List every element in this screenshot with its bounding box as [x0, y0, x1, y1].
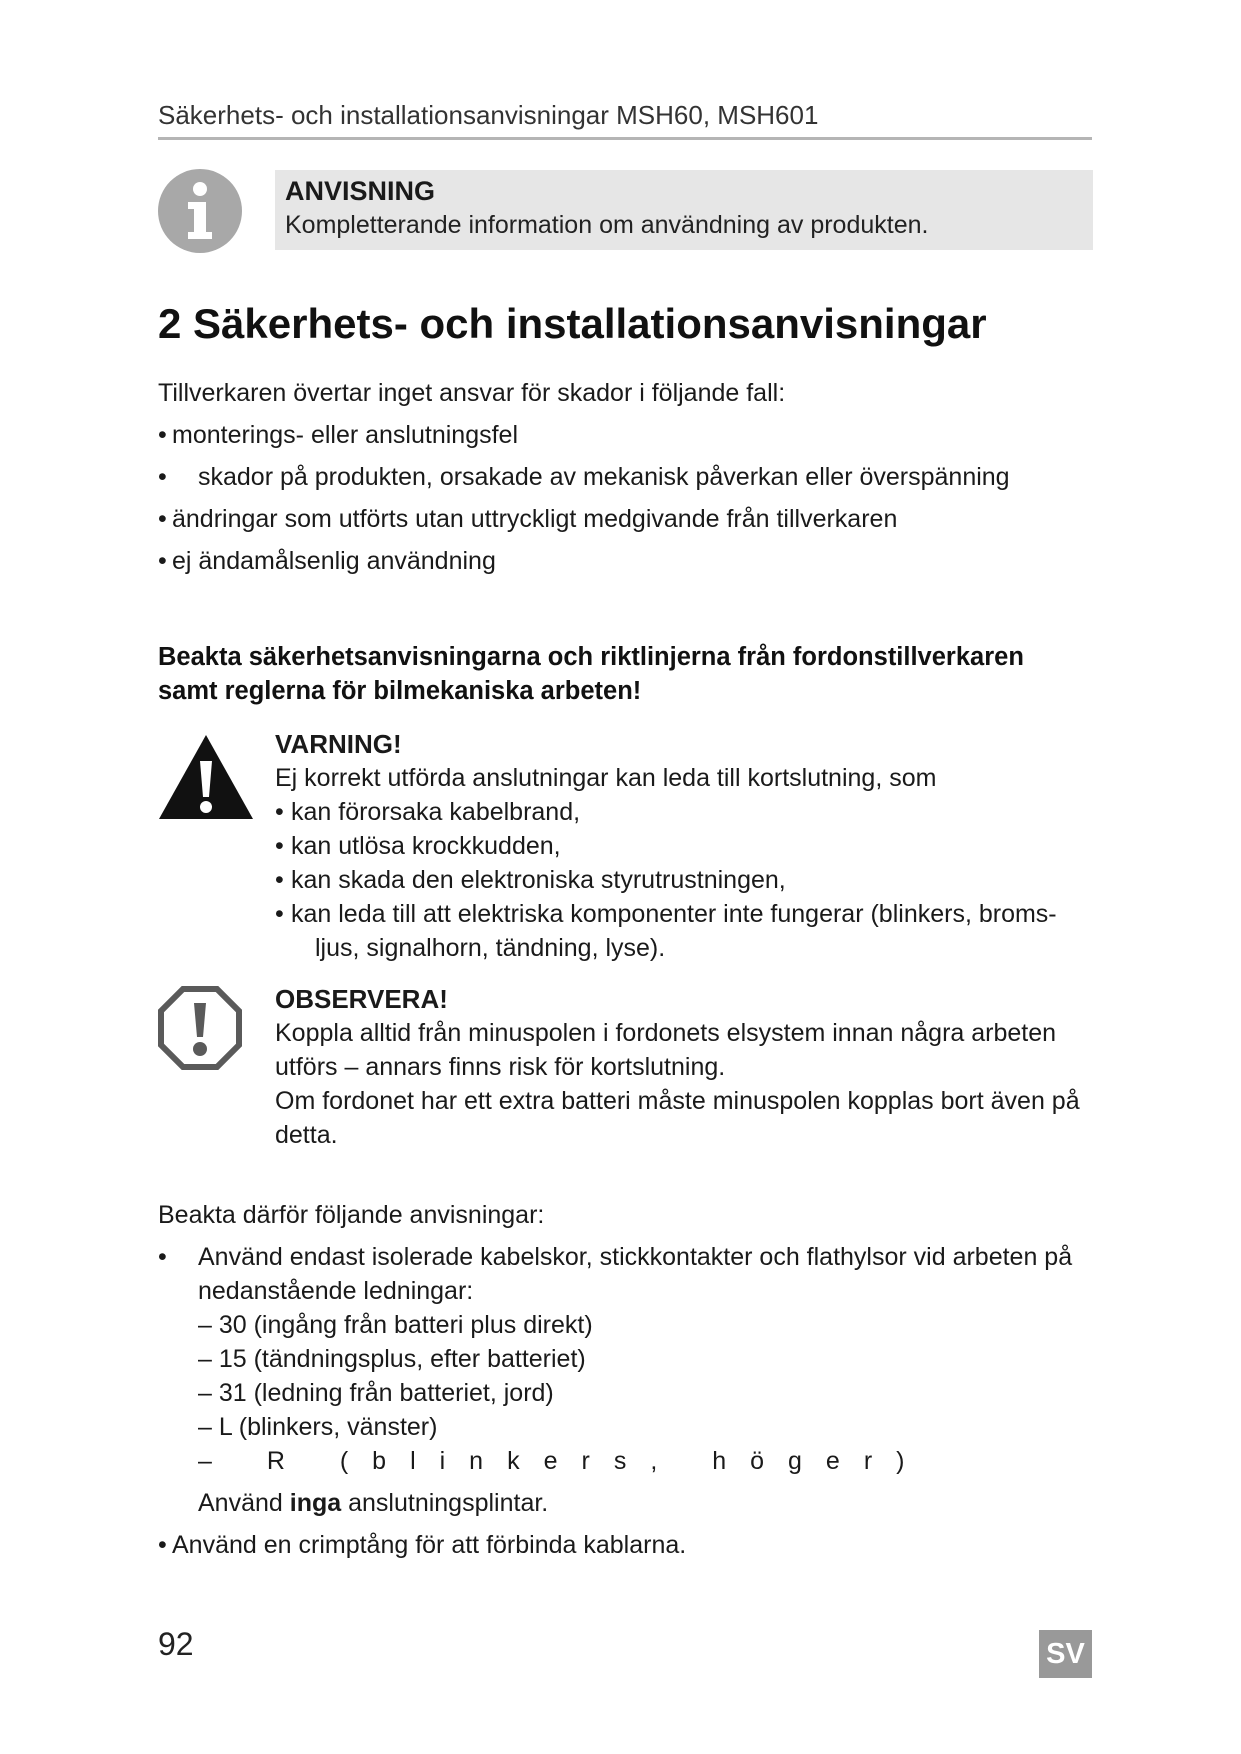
list-item-text: skador på produkten, orsakade av mekanisk påverkan eller överspänning [198, 463, 1010, 491]
page-number: 92 [158, 1626, 194, 1662]
list-item-continuation: ljus, signalhorn, tändning, lyse). [315, 934, 666, 962]
liability-section [158, 372, 1098, 582]
list-item [158, 1240, 1098, 1478]
language-badge: SV [1039, 1630, 1092, 1678]
caution-text-line: utförs – annars finns risk för kortslutning. [275, 1053, 726, 1081]
list-item-text: kan skada den elektroniska styrutrustningen, [291, 866, 786, 894]
caution-text-line: Koppla alltid från minuspolen i fordonets elsystem innan några arbeten [275, 1019, 1057, 1047]
bullet: • [158, 1243, 167, 1271]
list-item-text: kan utlösa krockkudden, [291, 832, 561, 860]
wire-item: – 15 (tändningsplus, efter batteriet) [198, 1345, 586, 1373]
instructions-lead: Beakta därför följande anvisningar: [158, 1201, 545, 1229]
bullet: • [158, 547, 167, 575]
list-item-text: monterings- eller anslutningsfel [172, 421, 519, 449]
note-text-part: Använd [198, 1489, 290, 1517]
wire-item: – 30 (ingång från batteri plus direkt) [198, 1311, 593, 1339]
bullet: • [275, 900, 284, 928]
bullet: • [158, 421, 167, 449]
liability-lead: Tillverkaren övertar inget ansvar för skador i följande fall: [158, 379, 786, 407]
bold-notice-line: Beakta säkerhetsanvisningarna och riktlinjerna från fordonstillverkaren [158, 643, 1024, 671]
list-item [158, 456, 1098, 498]
bullet: • [275, 832, 284, 860]
list-item [275, 863, 1105, 897]
wire-item: – 31 (ledning från batteriet, jord) [198, 1379, 554, 1407]
section-title: 2 Säkerhets- och installationsanvisningar [158, 300, 987, 347]
bullet: • [158, 463, 167, 491]
list-item [275, 897, 1105, 931]
list-item-text: ej ändamålsenlig användning [172, 547, 496, 575]
warning-title: VARNING! [275, 729, 402, 759]
running-header: Säkerhets- och installationsanvisningar MSH60, MSH601 [158, 100, 1092, 140]
wire-item: – L (blinkers, vänster) [198, 1413, 438, 1441]
info-icon [157, 168, 243, 254]
list-item [275, 795, 1105, 829]
list-item-text: kan leda till att elektriska komponenter inte fungerar (blinkers, broms- [291, 900, 1057, 928]
bullet: • [158, 505, 167, 533]
note-text: Kompletterande information om användning av produkten. [285, 211, 929, 239]
caution-block [275, 982, 1105, 1152]
list-item [158, 498, 1098, 540]
list-item-text: ändringar som utförts utan uttryckligt medgivande från tillverkaren [172, 505, 898, 533]
list-item-text: Använd endast isolerade kabelskor, stickkontakter och flathylsor vid arbeten på [198, 1243, 1073, 1271]
warning-block [275, 727, 1105, 965]
list-item [158, 414, 1098, 456]
bullet: • [275, 798, 284, 826]
note-title: ANVISNING [285, 176, 436, 206]
note-text-part: anslutningsplintar. [341, 1489, 549, 1517]
warning-triangle-icon [157, 733, 255, 821]
bullet: • [275, 866, 284, 894]
exclamation-octagon-icon [157, 985, 243, 1071]
no-terminal-strips-note [158, 1486, 1098, 1520]
note-box [275, 170, 1093, 250]
bold-notice-line: samt reglerna för bilmekaniska arbeten! [158, 677, 642, 705]
list-item [158, 1528, 1098, 1562]
list-item-text: Använd en crimptång för att förbinda kablarna. [172, 1531, 687, 1559]
instructions-section [158, 1198, 1098, 1562]
list-item-text: kan förorsaka kabelbrand, [291, 798, 581, 826]
list-item-text: nedanstående ledningar: [198, 1277, 474, 1305]
bullet: • [158, 1531, 167, 1559]
wire-item: – R (blinkers, höger) [198, 1447, 929, 1475]
caution-text-line: detta. [275, 1121, 338, 1149]
caution-title: OBSERVERA! [275, 984, 448, 1014]
note-emphasis: inga [289, 1489, 342, 1517]
bold-notice [158, 640, 1098, 708]
warning-lead: Ej korrekt utförda anslutningar kan leda till kortslutning, som [275, 764, 937, 792]
caution-text-line: Om fordonet har ett extra batteri måste minuspolen kopplas bort även på [275, 1087, 1080, 1115]
list-item [275, 829, 1105, 863]
list-item [158, 540, 1098, 582]
